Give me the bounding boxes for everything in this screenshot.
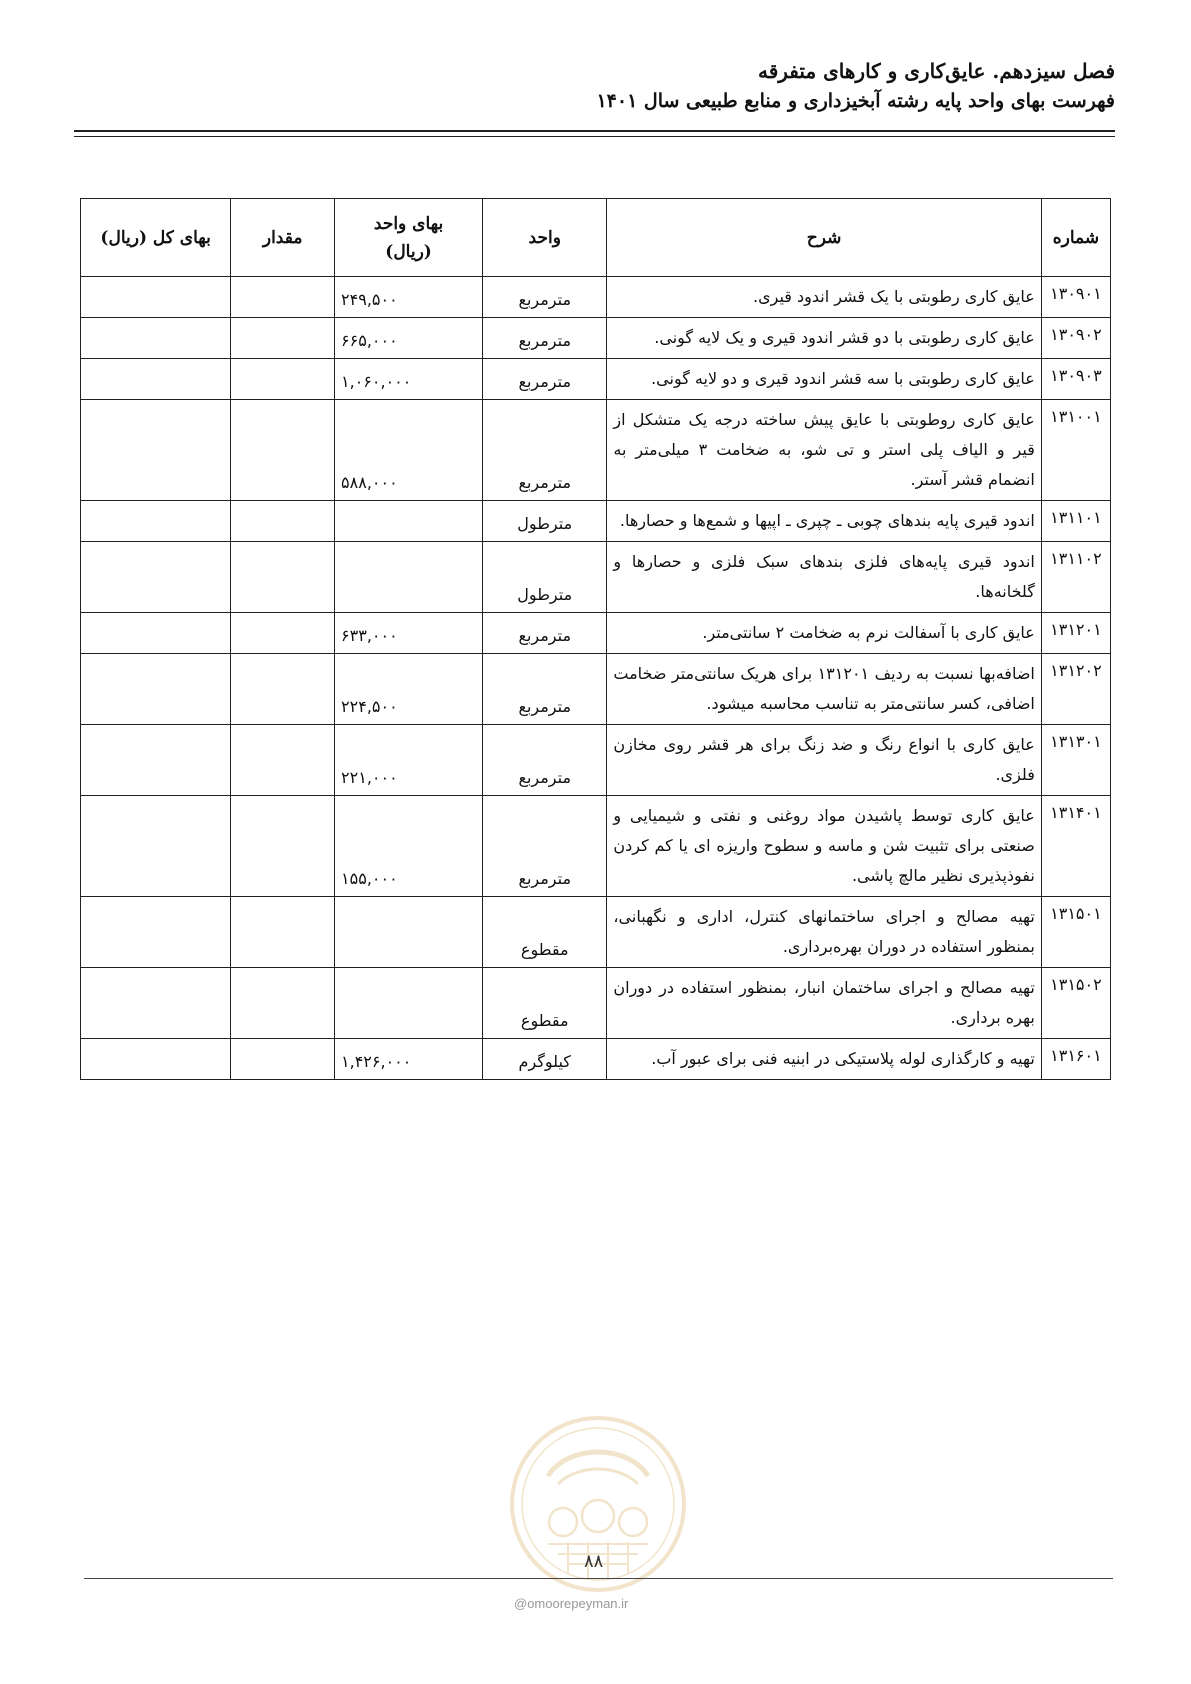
row-total-price <box>81 318 231 359</box>
col-header-unit-price-label: بهای واحد <box>373 213 444 234</box>
table-row <box>81 897 1111 968</box>
row-unit: مترطول <box>483 501 607 542</box>
row-total-price <box>81 725 231 796</box>
row-code: ۱۳۱۲۰۲ <box>1041 654 1110 725</box>
row-code: ۱۳۱۴۰۱ <box>1041 796 1110 897</box>
row-unit-price: ۲۲۱,۰۰۰ <box>335 725 483 796</box>
row-unit: مترمربع <box>483 725 607 796</box>
row-unit-price <box>335 542 483 613</box>
row-unit: کیلوگرم <box>483 1039 607 1080</box>
row-description: اندود قیری پایه بندهای چوبی ـ چپری ـ اپیها و شمع‌ها و حصارها. <box>607 501 1041 542</box>
row-code: ۱۳۱۳۰۱ <box>1041 725 1110 796</box>
table-row <box>81 613 1111 654</box>
row-total-price <box>81 654 231 725</box>
row-description: تهیه مصالح و اجرای ساختمان انبار، بمنظور استفاده در دوران بهره برداری. <box>607 968 1041 1039</box>
row-quantity <box>231 1039 335 1080</box>
row-quantity <box>231 968 335 1039</box>
row-unit-price <box>335 501 483 542</box>
row-quantity <box>231 501 335 542</box>
row-unit-price: ۶۶۵,۰۰۰ <box>335 318 483 359</box>
row-total-price <box>81 613 231 654</box>
table-row <box>81 542 1111 613</box>
row-total-price <box>81 359 231 400</box>
page-header <box>596 56 1115 116</box>
row-unit-price: ۵۸۸,۰۰۰ <box>335 400 483 501</box>
row-description: اندود قیری پایه‌های فلزی بندهای سبک فلزی و حصارها و گلخانه‌ها. <box>607 542 1041 613</box>
row-unit: مقطوع <box>483 968 607 1039</box>
page-number: ۸۸ <box>584 1551 604 1572</box>
row-code: ۱۳۱۲۰۱ <box>1041 613 1110 654</box>
row-quantity <box>231 613 335 654</box>
col-header-desc: شرح <box>607 199 1041 277</box>
row-unit: مترمربع <box>483 359 607 400</box>
row-unit-price: ۲۲۴,۵۰۰ <box>335 654 483 725</box>
row-description: تهیه مصالح و اجرای ساختمانهای کنترل، اداری و نگهبانی، بمنظور استفاده در دوران بهره‌برداری. <box>607 897 1041 968</box>
row-total-price <box>81 542 231 613</box>
col-header-unit: واحد <box>483 199 607 277</box>
row-unit-price <box>335 897 483 968</box>
col-header-qty: مقدار <box>231 199 335 277</box>
col-header-unit-price <box>335 199 483 277</box>
row-unit-price: ۱,۴۲۶,۰۰۰ <box>335 1039 483 1080</box>
row-unit: مترمربع <box>483 318 607 359</box>
row-description: عایق کاری توسط پاشیدن مواد روغنی و نفتی و شیمیایی و صنعتی برای تثبیت شن و ماسه و سطوح واریزه ای یا کم کردن نفوذپذیری نظیر مالچ پاشی. <box>607 796 1041 897</box>
row-unit-price <box>335 968 483 1039</box>
row-quantity <box>231 359 335 400</box>
table-row <box>81 1039 1111 1080</box>
row-description: عایق کاری با آسفالت نرم به ضخامت ۲ سانتی‌متر. <box>607 613 1041 654</box>
row-unit: مترمربع <box>483 613 607 654</box>
row-unit: مقطوع <box>483 897 607 968</box>
row-quantity <box>231 897 335 968</box>
col-header-code: شماره <box>1041 199 1110 277</box>
row-code: ۱۳۱۶۰۱ <box>1041 1039 1110 1080</box>
row-quantity <box>231 654 335 725</box>
row-description: عایق کاری رطوبتی با یک قشر اندود قیری. <box>607 277 1041 318</box>
footer-rule <box>84 1578 1113 1579</box>
row-description: عایق کاری با انواع رنگ و ضد زنگ برای هر قشر روی مخازن فلزی. <box>607 725 1041 796</box>
table-row <box>81 725 1111 796</box>
row-code: ۱۳۱۱۰۲ <box>1041 542 1110 613</box>
col-header-unit-price-currency: (ریال) <box>385 241 432 262</box>
row-unit-price: ۱,۰۶۰,۰۰۰ <box>335 359 483 400</box>
row-code: ۱۳۱۱۰۱ <box>1041 501 1110 542</box>
row-quantity <box>231 400 335 501</box>
row-unit: مترمربع <box>483 654 607 725</box>
row-total-price <box>81 897 231 968</box>
row-quantity <box>231 318 335 359</box>
row-total-price <box>81 501 231 542</box>
row-unit: مترمربع <box>483 400 607 501</box>
row-total-price <box>81 400 231 501</box>
table-row <box>81 277 1111 318</box>
row-description: عایق کاری رطوبتی با دو قشر اندود قیری و یک لایه گونی. <box>607 318 1041 359</box>
row-code: ۱۳۱۵۰۱ <box>1041 897 1110 968</box>
table-header-row <box>81 199 1111 277</box>
table-row <box>81 400 1111 501</box>
col-header-total: بهای کل (ریال) <box>81 199 231 277</box>
row-unit: مترمربع <box>483 277 607 318</box>
table-row <box>81 654 1111 725</box>
row-code: ۱۳۰۹۰۲ <box>1041 318 1110 359</box>
row-unit-price: ۲۴۹,۵۰۰ <box>335 277 483 318</box>
row-code: ۱۳۰۹۰۳ <box>1041 359 1110 400</box>
row-description: اضافه‌بها نسبت به ردیف ۱۳۱۲۰۱ برای هریک سانتی‌متر ضخامت اضافی، کسر سانتی‌متر به تناسب محاسبه میشود. <box>607 654 1041 725</box>
price-list-table <box>80 198 1111 1080</box>
row-total-price <box>81 796 231 897</box>
row-quantity <box>231 796 335 897</box>
header-rule-thick <box>74 130 1115 132</box>
row-code: ۱۳۰۹۰۱ <box>1041 277 1110 318</box>
chapter-title: فصل سیزدهم. عایق‌کاری و کارهای متفرقه <box>757 59 1115 83</box>
row-unit-price: ۱۵۵,۰۰۰ <box>335 796 483 897</box>
row-description: عایق کاری رطوبتی با سه قشر اندود قیری و دو لایه گونی. <box>607 359 1041 400</box>
row-total-price <box>81 968 231 1039</box>
row-code: ۱۳۱۵۰۲ <box>1041 968 1110 1039</box>
row-unit: مترطول <box>483 542 607 613</box>
table-row <box>81 359 1111 400</box>
row-code: ۱۳۱۰۰۱ <box>1041 400 1110 501</box>
table-row <box>81 318 1111 359</box>
row-unit: مترمربع <box>483 796 607 897</box>
document-subtitle: فهرست بهای واحد پایه رشته آبخیزداری و منابع طبیعی سال ۱۴۰۱ <box>596 90 1115 112</box>
table-row <box>81 796 1111 897</box>
header-rule-thin <box>74 136 1115 137</box>
row-quantity <box>231 725 335 796</box>
table-row <box>81 968 1111 1039</box>
row-quantity <box>231 542 335 613</box>
row-quantity <box>231 277 335 318</box>
table-row <box>81 501 1111 542</box>
website-label: @omoorepeyman.ir <box>514 1596 629 1611</box>
row-description: عایق کاری روطوبتی با عایق پیش ساخته درجه یک متشکل از قیر و الیاف پلی استر و تی شو، به ضخامت ۳ میلی‌متر به انضمام قشر آستر. <box>607 400 1041 501</box>
row-description: تهیه و کارگذاری لوله پلاستیکی در ابنیه فنی برای عبور آب. <box>607 1039 1041 1080</box>
row-total-price <box>81 1039 231 1080</box>
row-unit-price: ۶۳۳,۰۰۰ <box>335 613 483 654</box>
row-total-price <box>81 277 231 318</box>
